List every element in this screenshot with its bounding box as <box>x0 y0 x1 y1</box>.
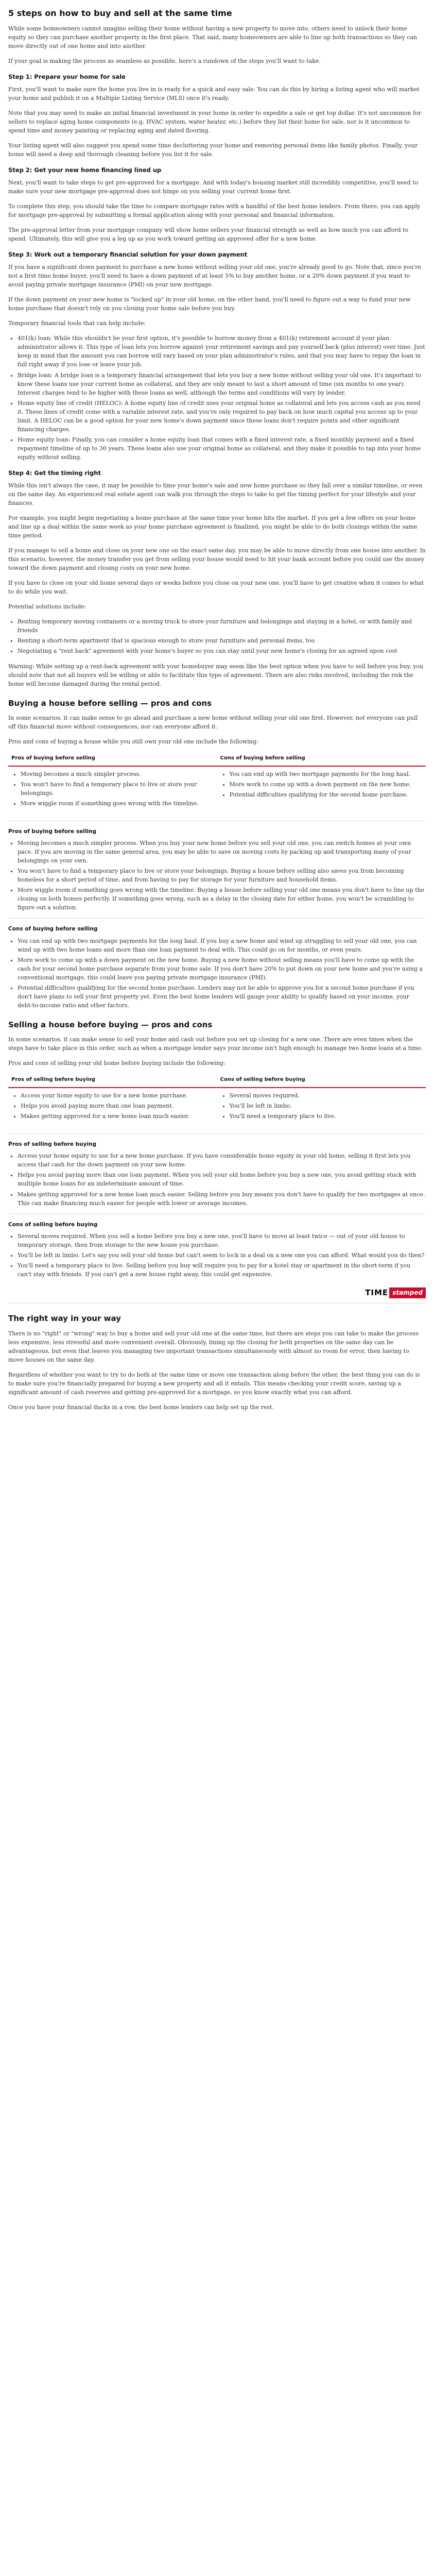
list-item: • Renting temporary moving containers or a moving truck to store your furniture and belongings and staying in a hotel, or with family and friends <box>18 617 426 635</box>
sell-before-buy-table <box>8 1074 426 1125</box>
pros-details-list <box>8 1151 426 1207</box>
cons-heading: Cons of buying before selling <box>217 752 426 766</box>
cons-list <box>220 1091 423 1121</box>
pros-heading: Pros of buying before selling <box>8 752 217 766</box>
cons-item: • You'll be left in limbo. <box>230 1101 423 1110</box>
list-item: • Home equity loan: Finally, you can consider a home equity loan that comes with a fixed interest rate, a fixed monthly payment and a fixed repayment timeline of up to 30 years. These loans also use your original home as collateral, and they make it possible to tap into your home equity without selling. <box>18 435 426 462</box>
timestamped-logo <box>365 1287 426 1299</box>
sell-before-buy-intro <box>8 1035 426 1067</box>
step-paragraph: While this isn't always the case, it may be possible to time your home's sale and new home purchase so they fall over a similar timeline, or even on the same day. An experienced real estate agent can walk you through the steps to take to get the timing perfect for your lifestyle and your finances. <box>8 482 423 506</box>
buy-before-sell-section <box>8 698 426 1010</box>
cons-heading: Cons of selling before buying <box>217 1074 426 1088</box>
sell-before-buy-title: Selling a house before buying — pros and cons <box>8 1020 213 1030</box>
step-paragraph: If you manage to sell a home and close on your new one on the exact same day, you may be able to move directly from one house into another. In this scenario, however, the money transfer you get from selling your house would need to hit your bank account before you could use the money toward the down payment and closing costs on your new home. <box>8 547 426 572</box>
cons-item: • You'll need a temporary place to live. <box>230 1112 423 1121</box>
step-list <box>8 617 426 655</box>
step-title: Step 4: Get the timing right <box>8 469 101 477</box>
divider <box>8 1133 426 1134</box>
step-section <box>8 250 426 462</box>
intro-paragraph: If your goal is making the process as seamless as possible, here's a rundown of the steps you'll want to take. <box>8 57 321 64</box>
list-item: • More work to come up with a down payment on the new home. Buying a new home without selling means you'll have to come up with the cash for your second home purchase separate from your home sale. If you don't have 20% to put down on your new home and you're using a conventional mortgage, this could leave you paying private mortgage insurance (PMI). <box>18 956 426 982</box>
intro-paragraph: In some scenarios, it can make sense to go ahead and purchase a new home without selling your old one first. However, not everyone can pull off this financial move without consequences, nor can everyone afford it. <box>8 714 418 730</box>
step-list <box>8 334 426 462</box>
paragraph: Regardless of whether you want to try to do both at the same time or move one transaction along before the other, the best thing you can do is to make sure you're financially prepared for buying a new property and all it entails. This means checking your credit score, saving up a significant amount of cash reserves and getting pre-approved for a mortgage, so you know exactly what you can afford. <box>8 1371 420 1396</box>
step-paragraph: For example, you might begin negotiating a home purchase at the same time your home hits the market. If you get a few offers on your home and line up a deal within the same week as your home purchase agreement is finalized, you might be able to do both closings within the same time period. <box>8 514 418 539</box>
logo-word-stamped: stamped <box>389 1287 426 1298</box>
step-paragraph: If you have to close on your old home several days or weeks before you close on your new one, you'll have to get creative when it comes to what to do while you wait. <box>8 580 424 596</box>
pros-details-list <box>8 839 426 912</box>
steps-section <box>8 73 426 688</box>
step-paragraph: First, you'll want to make sure the home you live in is ready for a quick and easy sale. You can do this by hiring a listing agent who will market your home and publish it on a Multiple Listing Service (MLS) once it's ready. <box>8 86 420 101</box>
intro-paragraph: Pros and cons of buying a house while you still own your old one include the following: <box>8 738 258 745</box>
cons-details-list <box>8 1232 426 1279</box>
logo-word-time: TIME <box>365 1288 389 1298</box>
cons-details-list <box>8 937 426 1010</box>
list-item: • Home equity line of credit (HELOC): A home equity line of credit uses your original home as collateral and lets you access cash as you need it. These lines of credit come with a variable interest rate, and you're only required to pay back on how much capital you access up to your limit. A HELOC can be a good option for your new home's down payment since these loans don't require points and other significant financing charges. <box>18 399 426 434</box>
cons-details-title: Cons of buying before selling <box>8 926 98 933</box>
list-item: • 401(k) loan: While this shouldn't be your first option, it's possible to borrow money from a 401(k) retirement account if your plan administrator allows it. This type of loan lets you borrow against your retirement savings and pay yourself back (plus interest) over time. Just keep in mind that the amount you can borrow will vary based on your plan administrator's rules, and that you may have to repay the loan in full right away if you lose or leave your job. <box>18 334 426 369</box>
pros-list <box>11 770 214 808</box>
step-paragraph: Note that you may need to make an initial financial investment in your home in order to expedite a sale or get top dollar. It's not uncommon for sellers to replace aging home components (e.g. HVAC system, water heater, etc.) before they list their home for sale, nor is it uncommon to spend time and money painting or replacing aging and dated flooring. <box>8 109 422 134</box>
step-paragraph: Potential solutions include: <box>8 603 86 611</box>
list-item: • Makes getting approved for a new home loan much easier. Selling before you buy means you don't have to qualify for two mortgages at once. This can make financing much easier for people with lower or average incomes. <box>18 1190 426 1208</box>
pros-item: • Makes getting approved for a new home loan much easier. <box>21 1112 214 1121</box>
buy-before-sell-intro <box>8 714 426 746</box>
cons-item: • More work to come up with a down payment on the new home. <box>230 780 423 789</box>
intro-paragraph: In some scenarios, it can make sense to sell your home and cash out before you set up closing for a new one. There are even times when the steps have to take place in this order, such as when a mortgage lender says your income isn't high enough to manage two home loans at a time. <box>8 1036 423 1052</box>
cons-item: • You can end up with two mortgage payments for the long haul. <box>230 770 423 778</box>
pros-details-title: Pros of buying before selling <box>8 828 97 835</box>
pros-item: • Moving becomes a much simpler process. <box>21 770 214 778</box>
step-title: Step 3: Work out a temporary financial solution for your down payment <box>8 251 248 259</box>
step-section <box>8 73 426 159</box>
brand-bar <box>8 1285 426 1303</box>
intro-paragraph: Pros and cons of selling your old home before buying include the following: <box>8 1060 225 1067</box>
intro-paragraph: While some homeowners cannot imagine selling their home without having a new property to move into, others need to unlock their home equity so they can purchase another property in the first place. That said, many homeowners are able to line up both transactions so they can move directly out of one home and into another. <box>8 25 418 49</box>
pros-item: • You won't have to find a temporary place to live or store your belongings. <box>21 780 214 798</box>
buy-before-sell-table <box>8 752 426 812</box>
list-item: • You can end up with two mortgage payments for the long haul. If you buy a new home and wind up struggling to sell your old one, you can wind up with two home loans and more than one loan payment to deal with. This could go on for months, or even years. <box>18 937 426 954</box>
pros-item: • Helps you avoid paying more than one loan payment. <box>21 1101 214 1110</box>
cons-item: • Several moves required. <box>230 1091 423 1100</box>
step-paragraph: The pre-approval letter from your mortgage company will show home sellers your financial strength as well as how much you can afford to spend. Ultimately, this will give you a leg up as you work toward getting an approved offer for a new home. <box>8 227 409 243</box>
cons-item: • Potential difficulties qualifying for the second home purchase. <box>230 790 423 799</box>
list-item: • Helps you avoid paying more than one loan payment. When you sell your old home before you buy a new one, you avoid getting stuck with multiple home loans for an indeterminate amount of time. <box>18 1171 426 1188</box>
list-item: • Access your home equity to use for a new home purchase. If you have considerable home equity in your old home, selling it first lets you access that cash for the down payment on your new home. <box>18 1151 426 1169</box>
step-paragraph: Next, you'll want to take steps to get pre-approved for a mortgage. And with today's housing market still incredibly competitive, you'll need to make sure your new mortgage pre-approval does not hinge on you selling your current home first. <box>8 179 419 195</box>
sell-before-buy-section <box>8 1019 426 1279</box>
step-paragraph: Temporary financial tools that can help include: <box>8 320 146 327</box>
pros-item: • More wiggle room if something goes wrong with the timeline. <box>21 799 214 808</box>
step-paragraph: Your listing agent will also suggest you spend some time decluttering your home and removing personal items like family photos. Finally, your home will need a deep and thorough cleaning before you list it for sale. <box>8 142 418 158</box>
article-title: 5 steps on how to buy and sell at the same time <box>8 8 232 18</box>
list-item: • You'll be left in limbo. Let's say you sell your old home but can't seem to lock in a deal on a new one you can afford. What would you do then? <box>18 1251 426 1260</box>
list-item: • Renting a short-term apartment that is spacious enough to store your furniture and personal items, too <box>18 636 426 645</box>
step-paragraph: Warning: While setting up a rent-back agreement with your homebuyer may seem like the best option when you have to sell before you buy, you should note that not all buyers will be willing or able to facilitate this type of agreement. There are also risks involved, including the risk the home will become damaged during the rental period. <box>8 663 424 687</box>
pros-heading: Pros of selling before buying <box>8 1074 217 1088</box>
cons-details-title: Cons of selling before buying <box>8 1221 98 1228</box>
paragraph: There is no "right" or "wrong" way to buy a home and sell your old one at the same time, but there are steps you can take to make the process less expensive, less stressful and more convenient overall. Obviously, lining up the closing for both properties on the same day can be advantageous, but even that leaves you managing two important transactions simultaneously with almost no room for error, then having to move houses on the same day. <box>8 1330 419 1363</box>
step-title: Step 1: Prepare your home for sale <box>8 73 126 80</box>
right-way-body <box>8 1329 426 1412</box>
list-item: • Several moves required. When you sell a home before you buy a new one, you'll have to move at least twice — out of your old house to temporary storage, then from storage to the new house you purchase. <box>18 1232 426 1249</box>
list-item: • Negotiating a "rent back" agreement with your home's buyer so you can stay until your new home's closing for an agreed upon cost <box>18 647 426 655</box>
pros-details-title: Pros of selling before buying <box>8 1141 97 1148</box>
pros-item: • Access your home equity to use for a new home purchase. <box>21 1091 214 1100</box>
list-item: • You won't have to find a temporary place to live or store your belongings. Buying a house before selling also saves you from becoming homeless for a short period of time, and from having to pay for storage for your furniture and household items. <box>18 867 426 884</box>
buy-before-sell-title: Buying a house before selling — pros and cons <box>8 698 212 708</box>
paragraph: Once you have your financial ducks in a row, the best home lenders can help set up the rest. <box>8 1403 274 1411</box>
list-item: • More wiggle room if something goes wrong with the timeline. Buying a house before selling your old one means you don't have to line up the closing on both homes perfectly. If something goes wrong, such as a delay in the closing date for either home, you won't be scrambling to figure out a solution. <box>18 886 426 912</box>
list-item: • Potential difficulties qualifying for the second home purchase. Lenders may not be able to approve you for a second home purchase if you don't have plans to sell your first property yet. Even the best home lenders will gauge your ability to qualify based on your income, your debt-to-income ratio and other factors. <box>18 984 426 1010</box>
list-item: • Bridge loan: A bridge loan is a temporary financial arrangement that lets you buy a new home without selling your old one. It's important to know these loans use your current home as collateral, and they are only meant to last a short amount of time (six months to one year). Interest charges tend to be higher with these loans as well, although the terms and conditions will vary by lender. <box>18 371 426 397</box>
pros-list <box>11 1091 214 1121</box>
cons-list <box>220 770 423 799</box>
step-paragraph: To complete this step, you should take the time to compare mortgage rates with a handful of the best home lenders. From there, you can apply for mortgage pre-approval by submitting a formal application along with your personal and financial information. <box>8 203 421 219</box>
right-way-section <box>8 1313 426 1412</box>
step-paragraph: If you have a significant down payment to purchase a new home without selling your old one, you're already good to go. Note that, since you're not a first time home buyer, you'll need to have a down payment of at least 5% to buy another home, or a 20% down payment if you want to avoid paying private mortgage insurance (PMI) on your new mortgage. <box>8 264 422 289</box>
step-title: Step 2: Get your new home financing lined up <box>8 166 162 174</box>
divider <box>8 918 426 919</box>
right-way-title: The right way in your way <box>8 1314 121 1324</box>
list-item: • You'll need a temporary place to live. Selling before you buy will require you to pay for a hotel stay or apartment in the short-term if you can't stay with friends. If you can't get a new house right away, this could get expensive. <box>18 1261 426 1279</box>
article-intro <box>8 24 426 65</box>
step-section <box>8 469 426 688</box>
list-item: • Moving becomes a much simpler process. When you buy your new home before you sell your old one, you can switch homes at your own pace. If you are moving in the same general area, you may be able to save on moving costs by packing up and transporting many of your belongings on your own. <box>18 839 426 865</box>
step-paragraph: If the down payment on your new home is "locked up" in your old home, on the other hand, you'll need to figure out a way to fund your new home purchase that doesn't rely on you closing your home sale before you buy. <box>8 296 411 312</box>
step-section <box>8 166 426 243</box>
